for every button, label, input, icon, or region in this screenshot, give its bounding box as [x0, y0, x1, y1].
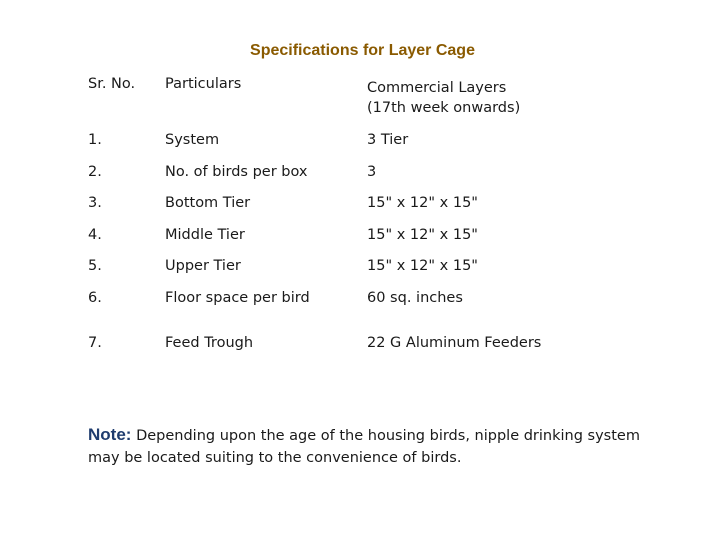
row-sr: 3. [88, 195, 102, 212]
header-layers-line2: (17th week onwards) [367, 100, 521, 116]
row-value: 15" x 12" x 15" [367, 195, 478, 212]
note-label: Note: [88, 425, 132, 444]
row-sr: 4. [88, 226, 102, 243]
table-row [88, 256, 608, 288]
row-particular: Floor space per bird [165, 289, 310, 306]
row-sr: 2. [88, 163, 102, 180]
row-value: 60 sq. inches [367, 289, 463, 306]
header-commercial-layers [367, 74, 608, 130]
row-particular: Upper Tier [165, 258, 241, 275]
row-value: 15" x 12" x 15" [367, 226, 478, 243]
header-sr-no: Sr. No. [88, 76, 136, 92]
row-sr: 1. [88, 132, 102, 148]
row-sr: 5. [88, 258, 102, 275]
row-particular: Feed Trough [165, 334, 254, 351]
row-value: 3 [367, 163, 377, 180]
row-particular: Middle Tier [165, 226, 245, 243]
table-row [88, 225, 608, 257]
row-particular: Bottom Tier [165, 195, 251, 212]
row-value: 15" x 12" x 15" [367, 258, 478, 275]
note-paragraph [88, 424, 648, 469]
table-row [88, 130, 608, 162]
table-row [88, 193, 608, 225]
page-title: Specifications for Layer Cage [250, 42, 475, 59]
row-value: 3 Tier [367, 132, 409, 148]
note-text: Depending upon the age of the housing birds, nipple drinking system may be located suiting to the convenience of birds. [88, 428, 640, 466]
header-particulars: Particulars [165, 76, 242, 92]
row-value: 22 G Aluminum Feeders [367, 334, 542, 351]
table-row [88, 333, 608, 365]
table-row [88, 288, 608, 333]
row-particular: No. of birds per box [165, 163, 308, 180]
row-sr: 7. [88, 334, 102, 351]
table-header-row [88, 74, 608, 130]
row-sr: 6. [88, 289, 102, 306]
specifications-table [88, 74, 608, 365]
table-row [88, 162, 608, 194]
header-layers-line1: Commercial Layers [367, 80, 507, 96]
row-particular: System [165, 132, 220, 148]
